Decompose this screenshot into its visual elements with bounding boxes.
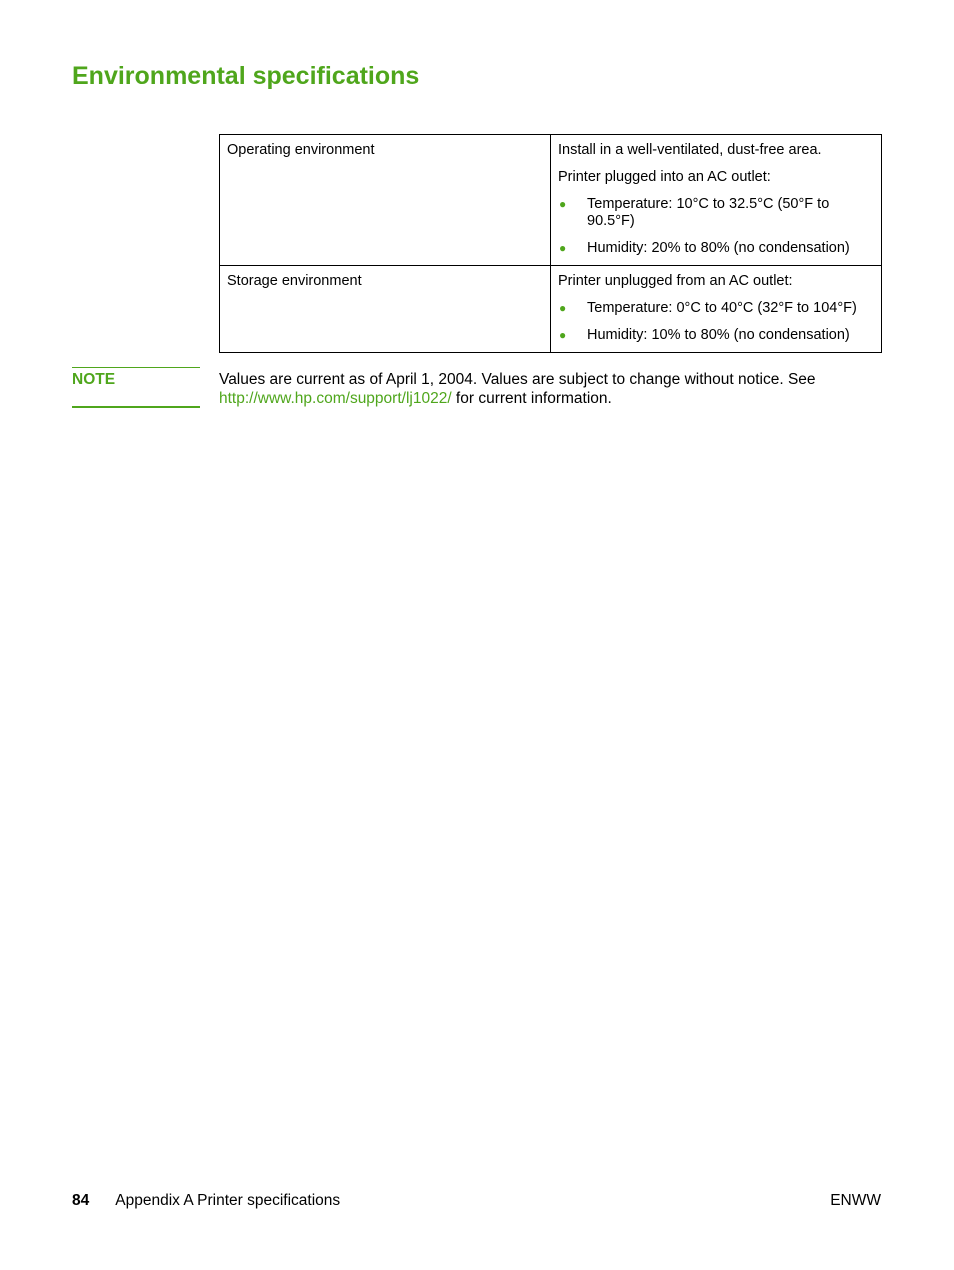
note-label: NOTE bbox=[72, 371, 116, 388]
row-paragraph: Printer unplugged from an AC outlet: bbox=[558, 273, 793, 289]
bullet-icon: ● bbox=[559, 301, 567, 315]
list-item-text: Humidity: 20% to 80% (no condensation) bbox=[587, 240, 850, 256]
note-text-before: Values are current as of April 1, 2004. Values are subject to change without notice. See bbox=[219, 371, 816, 388]
footer-right: ENWW bbox=[830, 1192, 881, 1209]
table-row-operating bbox=[220, 135, 882, 266]
row-value bbox=[551, 135, 882, 266]
footer-left bbox=[72, 1192, 340, 1210]
bullet-list bbox=[558, 300, 874, 344]
support-link[interactable]: http://www.hp.com/support/lj1022/ bbox=[219, 390, 452, 407]
note-text bbox=[219, 370, 881, 408]
page-title: Environmental specifications bbox=[72, 62, 420, 90]
footer-section: Appendix A Printer specifications bbox=[115, 1192, 341, 1209]
bullet-list bbox=[558, 196, 874, 257]
bullet-icon: ● bbox=[559, 241, 567, 255]
row-paragraph: Install in a well-ventilated, dust-free area. bbox=[558, 142, 822, 158]
page-number: 84 bbox=[72, 1192, 90, 1209]
list-item bbox=[558, 327, 874, 344]
note-text-after: for current information. bbox=[451, 390, 612, 407]
table-row-storage bbox=[220, 266, 882, 353]
row-label: Storage environment bbox=[220, 266, 551, 353]
list-item bbox=[558, 240, 874, 257]
row-label: Operating environment bbox=[220, 135, 551, 266]
list-item bbox=[558, 300, 874, 317]
note-label-box bbox=[72, 367, 200, 408]
bullet-icon: ● bbox=[559, 328, 567, 342]
bullet-icon: ● bbox=[559, 197, 567, 211]
row-paragraph: Printer plugged into an AC outlet: bbox=[558, 169, 771, 185]
environment-spec-table bbox=[219, 134, 882, 353]
list-item bbox=[558, 196, 874, 230]
list-item-text: Temperature: 0°C to 40°C (32°F to 104°F) bbox=[587, 300, 857, 316]
list-item-text: Temperature: 10°C to 32.5°C (50°F to 90.5°F) bbox=[587, 196, 830, 229]
list-item-text: Humidity: 10% to 80% (no condensation) bbox=[587, 327, 850, 343]
row-value bbox=[551, 266, 882, 353]
